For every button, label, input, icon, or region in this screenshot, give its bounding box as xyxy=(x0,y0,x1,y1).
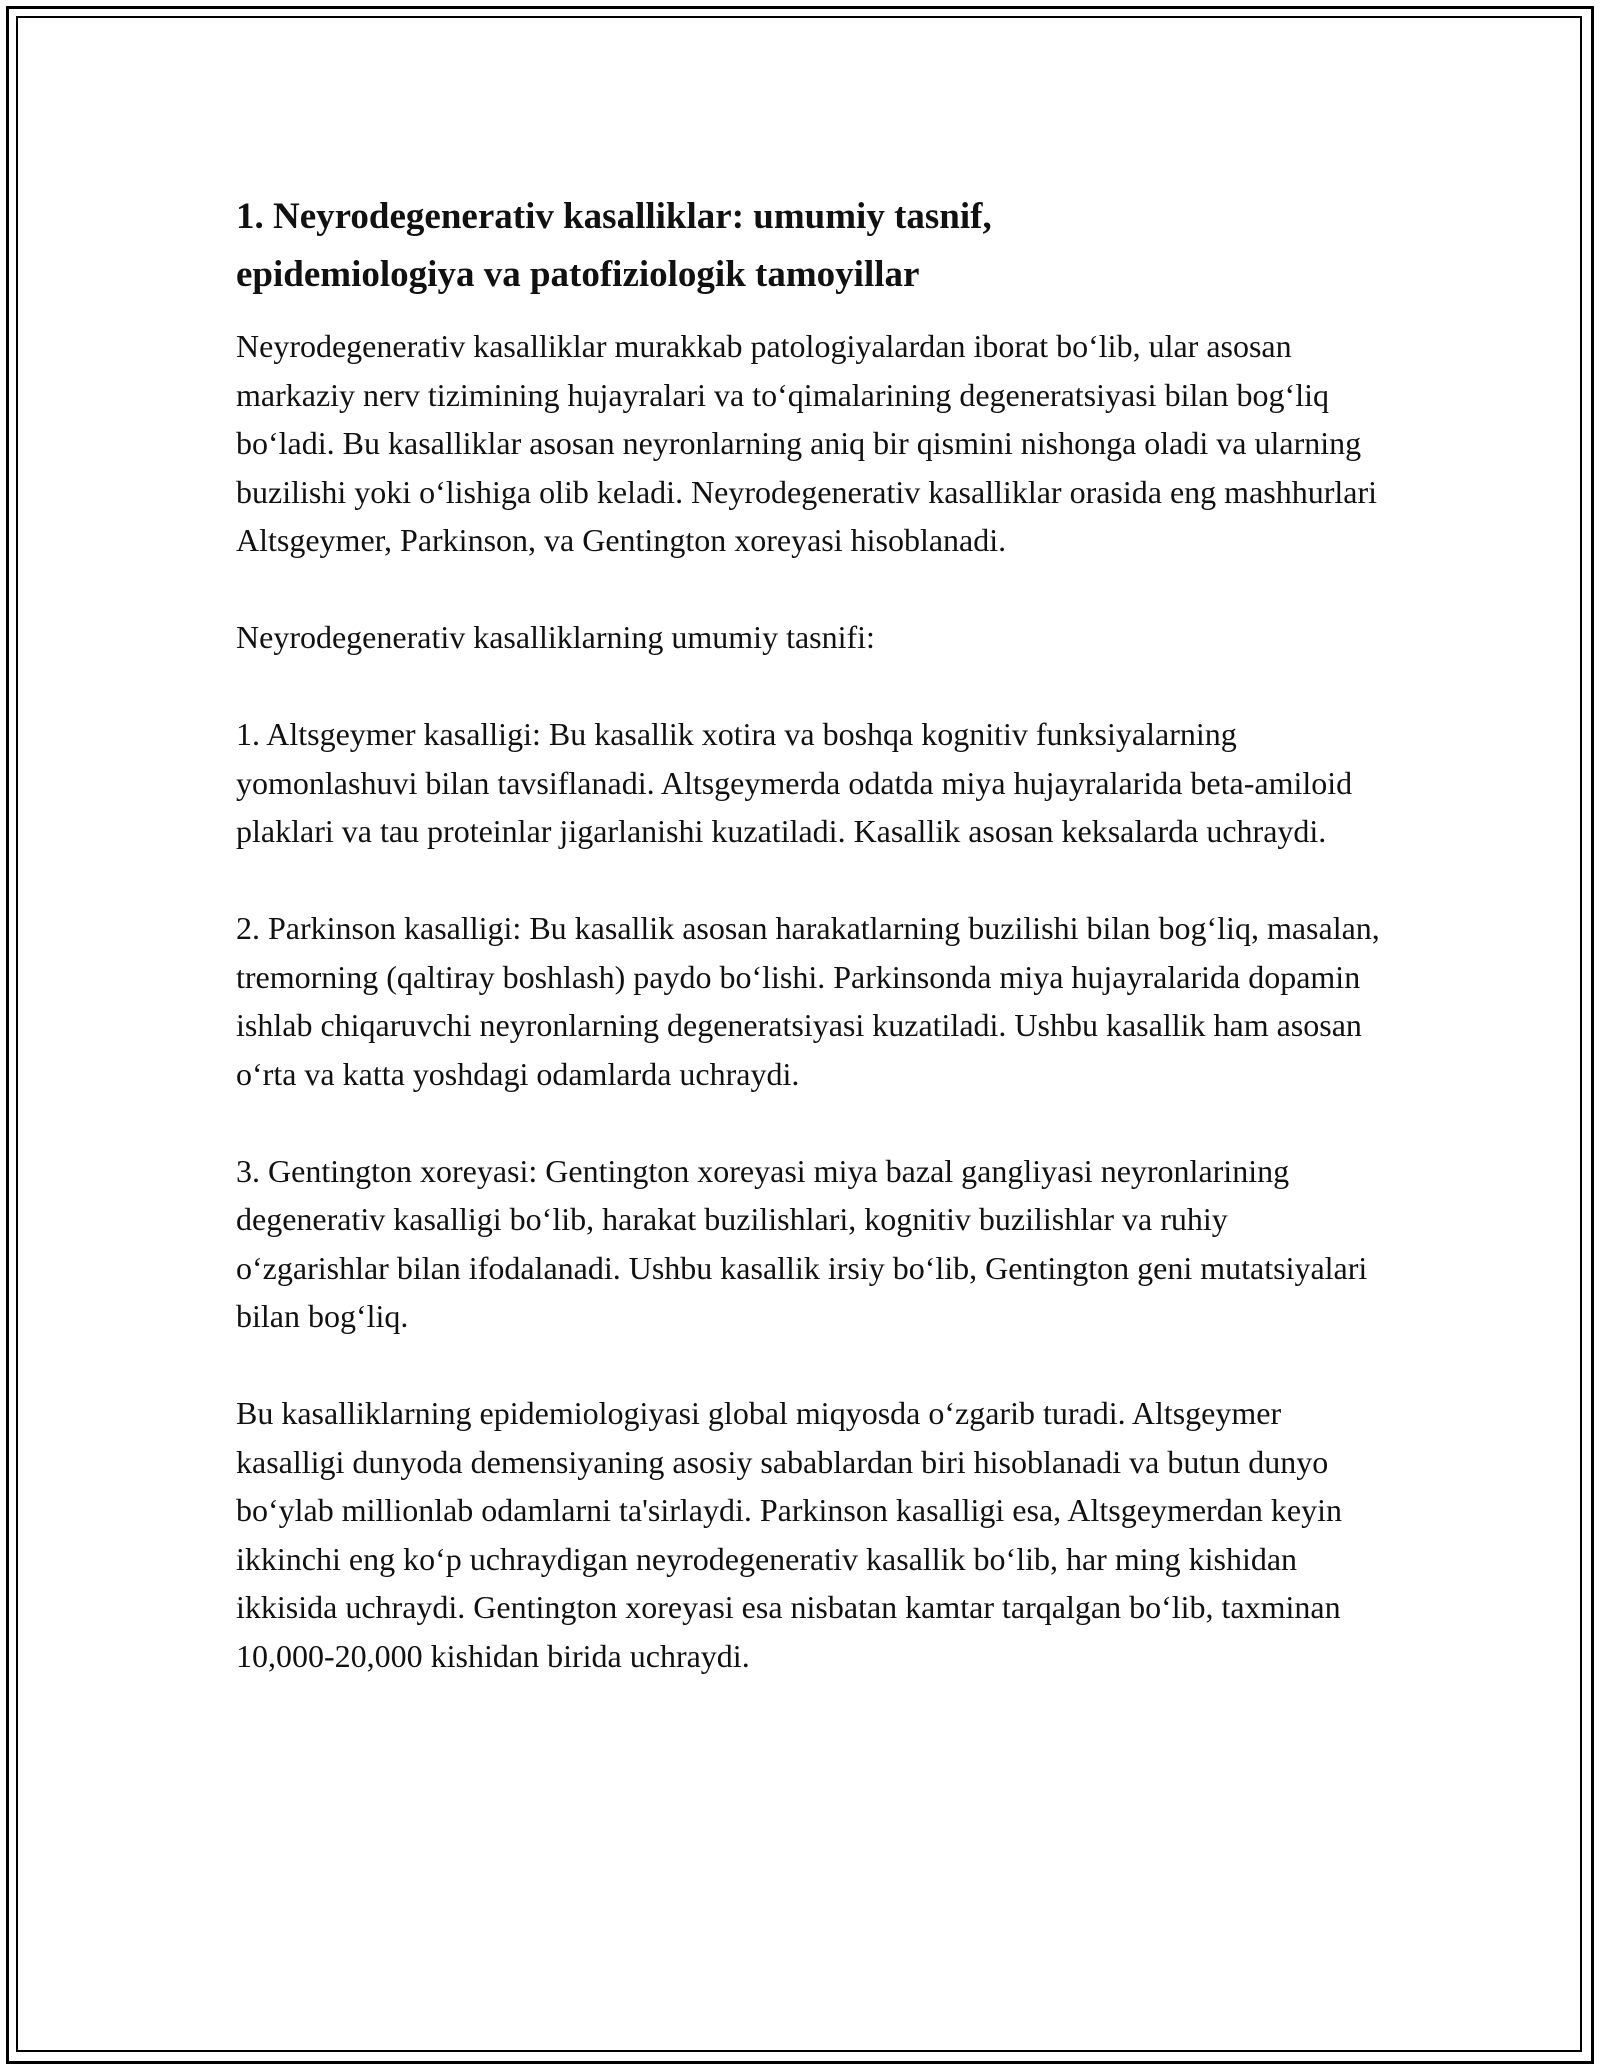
intro-paragraph: Neyrodegenerativ kasalliklar murakkab patologiyalardan iborat bo‘lib, ular asosan markaziy nerv tizimining hujayralari va to‘qimalarining degeneratsiyasi bilan bog‘liq bo‘ladi. Bu kasalliklar asosan neyronlarning aniq bir qismini nishonga oladi va ularning buzilishi yoki o‘lishiga olib keladi. Neyrodegenerativ kasalliklar orasida eng mashhurlari Altsgeymer, Parkinson, va Gentington xoreyasi hisoblanadi. xyxy=(236,328,1378,558)
classification-heading-paragraph: Neyrodegenerativ kasalliklarning umumiy tasnifi: xyxy=(236,619,875,655)
document-body xyxy=(236,188,1386,1680)
huntington-paragraph: 3. Gentington xoreyasi: Gentington xoreyasi miya bazal gangliyasi neyronlarining degenerativ kasalligi bo‘lib, harakat buzilishlari, kognitiv buzilishlar va ruhiy o‘zgarishlar bilan ifodalanadi. Ushbu kasallik irsiy bo‘lib, Gentington geni mutatsiyalari bilan bog‘liq. xyxy=(236,1152,1368,1334)
section-title-line-2: epidemiologiya va patofiziologik tamoyillar xyxy=(236,254,920,295)
section-title xyxy=(236,188,1386,304)
epidemiology-paragraph: Bu kasalliklarning epidemiologiyasi global miqyosda o‘zgarib turadi. Altsgeymer kasalligi dunyoda demensiyaning asosiy sabablardan biri hisoblanadi va butun dunyo bo‘ylab millionlab odamlarni ta'sirlaydi. Parkinson kasalligi esa, Altsgeymerdan keyin ikkinchi eng ko‘p uchraydigan neyrodegenerativ kasallik bo‘lib, har ming kishidan ikkisida uchraydi. Gentington xoreyasi esa nisbatan kamtar tarqalgan bo‘lib, taxminan 10,000-20,000 kishidan birida uchraydi. xyxy=(236,1395,1342,1674)
section-title-line-1: 1. Neyrodegenerativ kasalliklar: umumiy tasnif, xyxy=(236,196,992,237)
alzheimer-paragraph: 1. Altsgeymer kasalligi: Bu kasallik xotira va boshqa kognitiv funksiyalarning yomonlashuvi bilan tavsiflanadi. Altsgeymerda odatda miya hujayralarida beta-amiloid plaklari va tau proteinlar jigarlanishi kuzatiladi. Kasallik asosan keksalarda uchraydi. xyxy=(236,716,1353,849)
parkinson-paragraph: 2. Parkinson kasalligi: Bu kasallik asosan harakatlarning buzilishi bilan bog‘liq, masalan, tremorning (qaltiray boshlash) paydo bo‘lishi. Parkinsonda miya hujayralarida dopamin ishlab chiqaruvchi neyronlarning degeneratsiyasi kuzatiladi. Ushbu kasallik ham asosan o‘rta va katta yoshdagi odamlarda uchraydi. xyxy=(236,910,1380,1092)
